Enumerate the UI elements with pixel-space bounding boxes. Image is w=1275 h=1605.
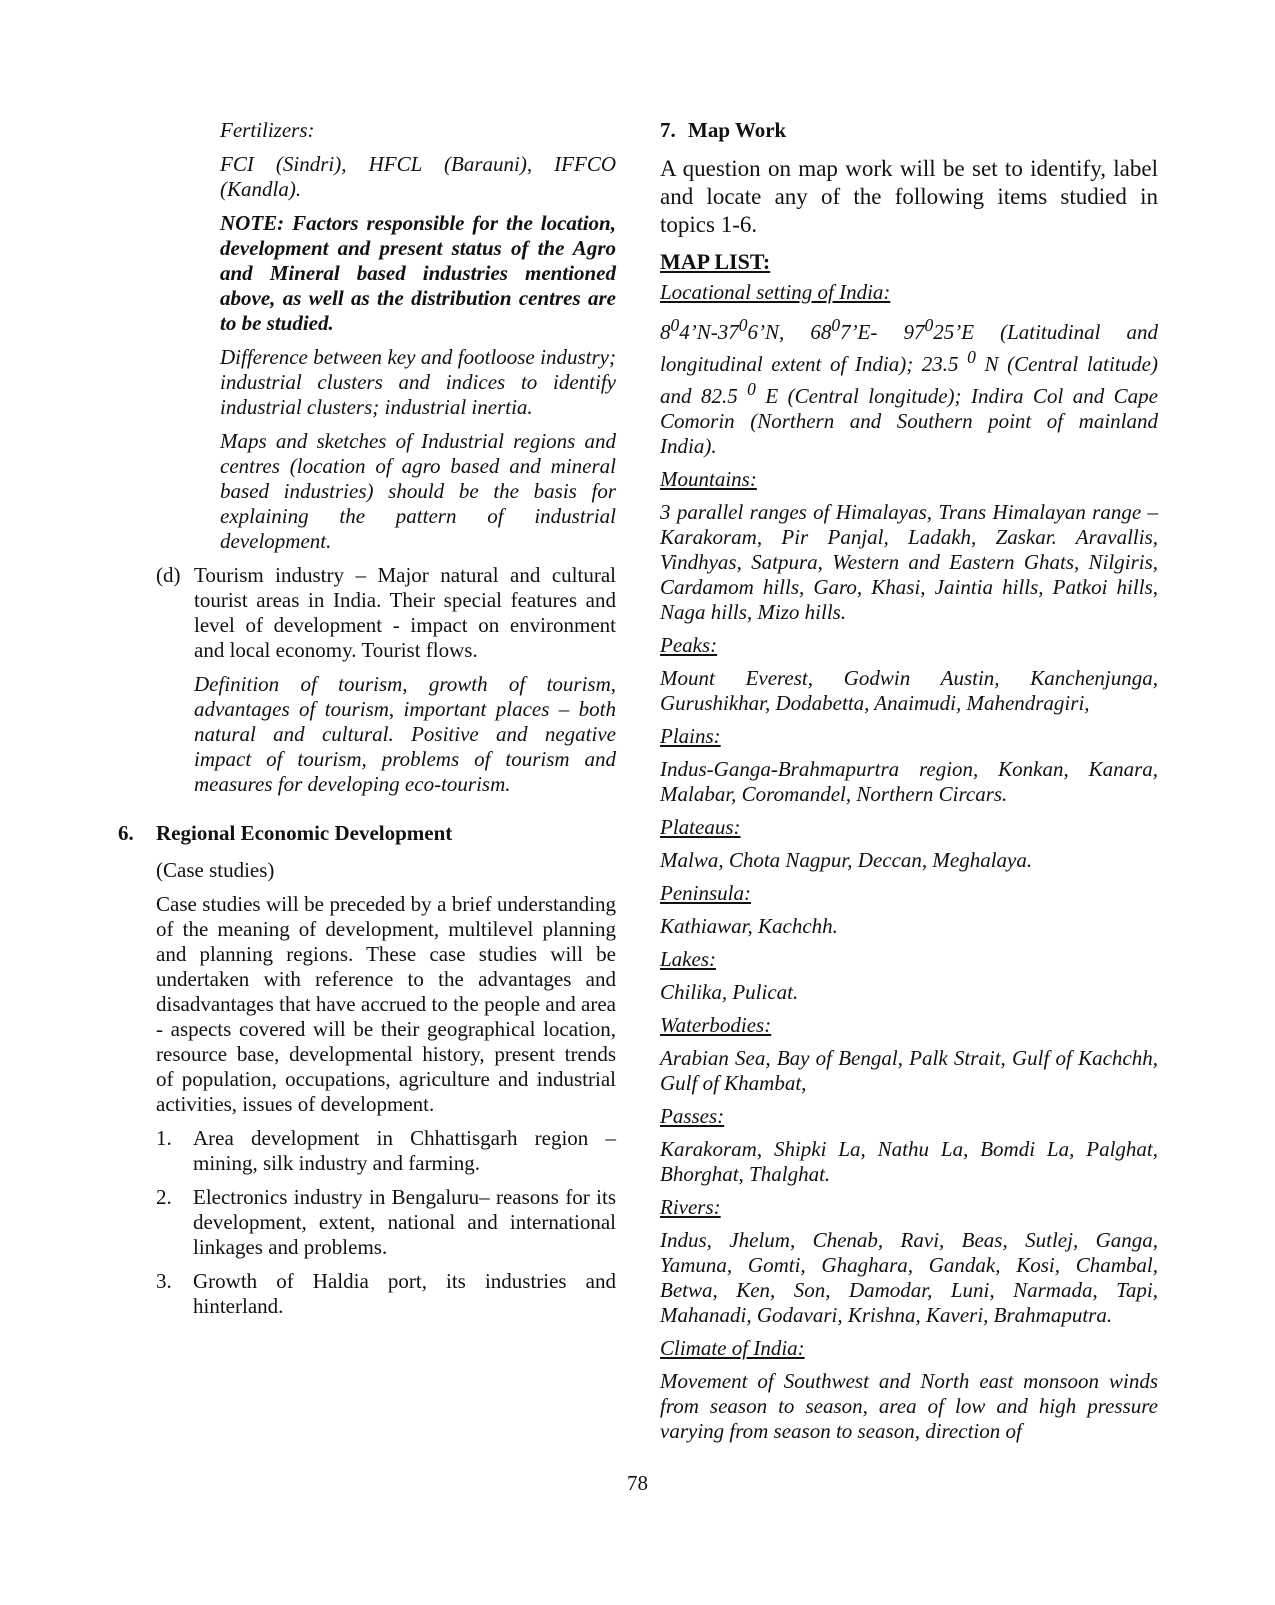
case-study-item bbox=[156, 1269, 616, 1319]
peaks-text: Mount Everest, Godwin Austin, Kanchenjunga, Gurushikhar, Dodabetta, Anaimudi, Mahendragiri, bbox=[660, 666, 1158, 715]
category-label: Locational setting of India: bbox=[660, 280, 891, 304]
category-label: Rivers: bbox=[660, 1195, 721, 1219]
note-paragraph: NOTE: Factors responsible for the location, development and present status of the Agro and Mineral based industries mentioned above, as well as the distribution centres are to be studied. bbox=[220, 211, 616, 335]
passes-text: Karakoram, Shipki La, Nathu La, Bomdi La, Palghat, Bhorghat, Thalghat. bbox=[660, 1137, 1158, 1186]
section-6-paragraph: Case studies will be preceded by a brief understanding of the meaning of development, multilevel planning and planning regions. These case studies will be undertaken with reference to the advantages and disadvantages that have accrued to the people and area - aspects covered will be their geographical location, resource base, developmental history, present trends of population, occupations, agriculture and industrial activities, issues of development. bbox=[156, 892, 616, 1116]
case-study-text: Growth of Haldia port, its industries and hinterland. bbox=[193, 1269, 616, 1318]
category-label: Peaks: bbox=[660, 633, 718, 657]
tourism-item bbox=[156, 563, 616, 663]
category-label: Plains: bbox=[660, 724, 721, 748]
case-study-item bbox=[156, 1126, 616, 1176]
left-column bbox=[118, 118, 616, 1328]
category-label: Lakes: bbox=[660, 947, 716, 971]
mountains-text: 3 parallel ranges of Himalayas, Trans Himalayan range – Karakoram, Pir Panjal, Ladakh, Zaskar. Aravallis, Vindhyas, Satpura, Western and Eastern Ghats, Nilgiris, Cardamom hills, Garo, Khasi, Jaintia hills, Patkoi hills, Naga hills, Mizo hills. bbox=[660, 500, 1158, 624]
category-label: Mountains: bbox=[660, 467, 757, 491]
fertilizers-text: FCI (Sindri), HFCL (Barauni), IFFCO (Kandla). bbox=[220, 152, 616, 201]
section-7-heading bbox=[660, 118, 1158, 143]
climate-text: Movement of Southwest and North east monsoon winds from season to season, area of low and high pressure varying from season to season, direction of bbox=[660, 1369, 1158, 1443]
case-study-text: Electronics industry in Bengaluru– reasons for its development, extent, national and international linkages and problems. bbox=[193, 1185, 616, 1259]
peninsula-text: Kathiawar, Kachchh. bbox=[660, 914, 838, 938]
case-study-text: Area development in Chhattisgarh region – mining, silk industry and farming. bbox=[193, 1126, 616, 1175]
plains-text: Indus-Ganga-Brahmapurtra region, Konkan, Kanara, Malabar, Coromandel, Northern Circars. bbox=[660, 757, 1158, 806]
rivers-text: Indus, Jhelum, Chenab, Ravi, Beas, Sutlej, Ganga, Yamuna, Gomti, Ghaghara, Gandak, Kosi, Chambal, Betwa, Ken, Son, Damodar, Luni, Narmada, Tapi, Mahanadi, Godavari, Krishna, Kaveri, Brahmaputra. bbox=[660, 1228, 1158, 1327]
item-number: 1. bbox=[156, 1126, 172, 1150]
locational-setting-text: $8^04’N-37^06’N$, $68^07’E-$ $97^025’E$ (Latitudinal and longitudinal extent of India); 23.5 $^0$ N (Central latitude) and 82.5 $^0$ E (Central longitude); Indira Col and Cape Comorin (Northern and Southern point of mainland India). bbox=[660, 315, 1158, 458]
industrial-maps-paragraph: Maps and sketches of Industrial regions and centres (location of agro based and mineral based industries) should be the basis for explaining the pattern of industrial development. bbox=[220, 429, 616, 553]
item-number: 2. bbox=[156, 1185, 172, 1209]
section-title: Regional Economic Development bbox=[156, 821, 453, 845]
category-label: Plateaus: bbox=[660, 815, 741, 839]
category-label: Peninsula: bbox=[660, 881, 751, 905]
category-label: Passes: bbox=[660, 1104, 725, 1128]
case-study-item bbox=[156, 1185, 616, 1260]
item-number: 3. bbox=[156, 1269, 172, 1293]
page-number: 78 bbox=[627, 1471, 648, 1495]
tourism-item-text: Tourism industry – Major natural and cultural tourist areas in India. Their special features and level of development - impact on environment and local economy. Tourist flows. bbox=[194, 563, 616, 662]
plateaus-text: Malwa, Chota Nagpur, Deccan, Meghalaya. bbox=[660, 848, 1033, 872]
section-number: 7. bbox=[660, 118, 676, 142]
industry-difference-paragraph: Difference between key and footloose industry; industrial clusters and indices to identify industrial clusters; industrial inertia. bbox=[220, 345, 616, 419]
waterbodies-text: Arabian Sea, Bay of Bengal, Palk Strait, Gulf of Kachchh, Gulf of Khambat, bbox=[660, 1046, 1158, 1095]
section-6-heading bbox=[118, 821, 616, 846]
category-label: Climate of India: bbox=[660, 1336, 805, 1360]
section-number: 6. bbox=[118, 821, 134, 845]
lakes-text: Chilika, Pulicat. bbox=[660, 980, 799, 1004]
tourism-detail-paragraph: Definition of tourism, growth of tourism, advantages of tourism, important places – both natural and cultural. Positive and negative impact of tourism, problems of tourism and measures for developing eco-tourism. bbox=[194, 672, 616, 796]
section-title: Map Work bbox=[688, 118, 787, 142]
category-label: Waterbodies: bbox=[660, 1013, 772, 1037]
right-column bbox=[660, 118, 1158, 1452]
item-marker: (d) bbox=[156, 563, 181, 587]
section-6-subtitle: (Case studies) bbox=[156, 858, 275, 882]
fertilizers-label: Fertilizers: bbox=[220, 118, 315, 142]
map-list-heading: MAP LIST: bbox=[660, 249, 771, 274]
map-work-intro: A question on map work will be set to identify, label and locate any of the following items studied in topics 1-6. bbox=[660, 156, 1158, 237]
